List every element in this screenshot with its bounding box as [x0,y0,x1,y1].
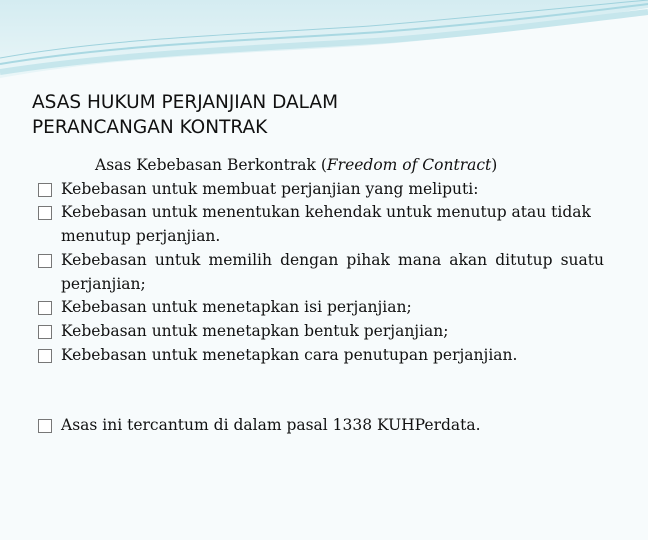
bullet-box-icon [38,206,52,220]
list-item-text: Kebebasan untuk menetapkan cara penutupan perjanjian. [61,345,518,364]
slide-title [32,90,592,140]
bullet-box-icon [38,349,52,363]
bullet-box-icon [38,325,52,339]
bullet-box-icon [38,301,52,315]
list-item-text: Kebebasan untuk menetapkan bentuk perjanjian; [61,321,449,340]
list-item [38,344,604,368]
list-item [38,178,604,202]
list-item-text: Kebebasan untuk memilih dengan pihak mana akan ditutup suatu perjanjian; [61,250,604,293]
subtitle-close: ) [491,156,498,174]
list-item-text: Kebebasan untuk menentukan kehendak untuk menutup atau tidak menutup perjanjian. [61,203,591,246]
footer-item-text: Asas ini tercantum di dalam pasal 1338 KUHPerdata. [61,416,481,435]
bullet-box-icon [38,254,52,268]
list-item-text: Kebebasan untuk menetapkan isi perjanjian; [61,298,412,317]
slide-title-line-1: ASAS HUKUM PERJANJIAN DALAM [32,92,339,113]
list-item [38,296,604,320]
subtitle-text: Asas Kebebasan Berkontrak ( [95,156,327,174]
spacer [38,367,604,414]
subtitle-italic: Freedom of Contract [326,156,492,174]
slide-title-line-2: PERANCANGAN KONTRAK [32,117,268,138]
footer-list-item [38,414,604,438]
list-item-text: Kebebasan untuk membuat perjanjian yang meliputi: [61,179,479,198]
list-item [38,249,604,296]
list-item [38,201,604,248]
slide-body [38,154,604,438]
list-item [38,320,604,344]
bullet-box-icon [38,183,52,197]
subtitle [95,154,604,178]
bullet-box-icon [38,419,52,433]
